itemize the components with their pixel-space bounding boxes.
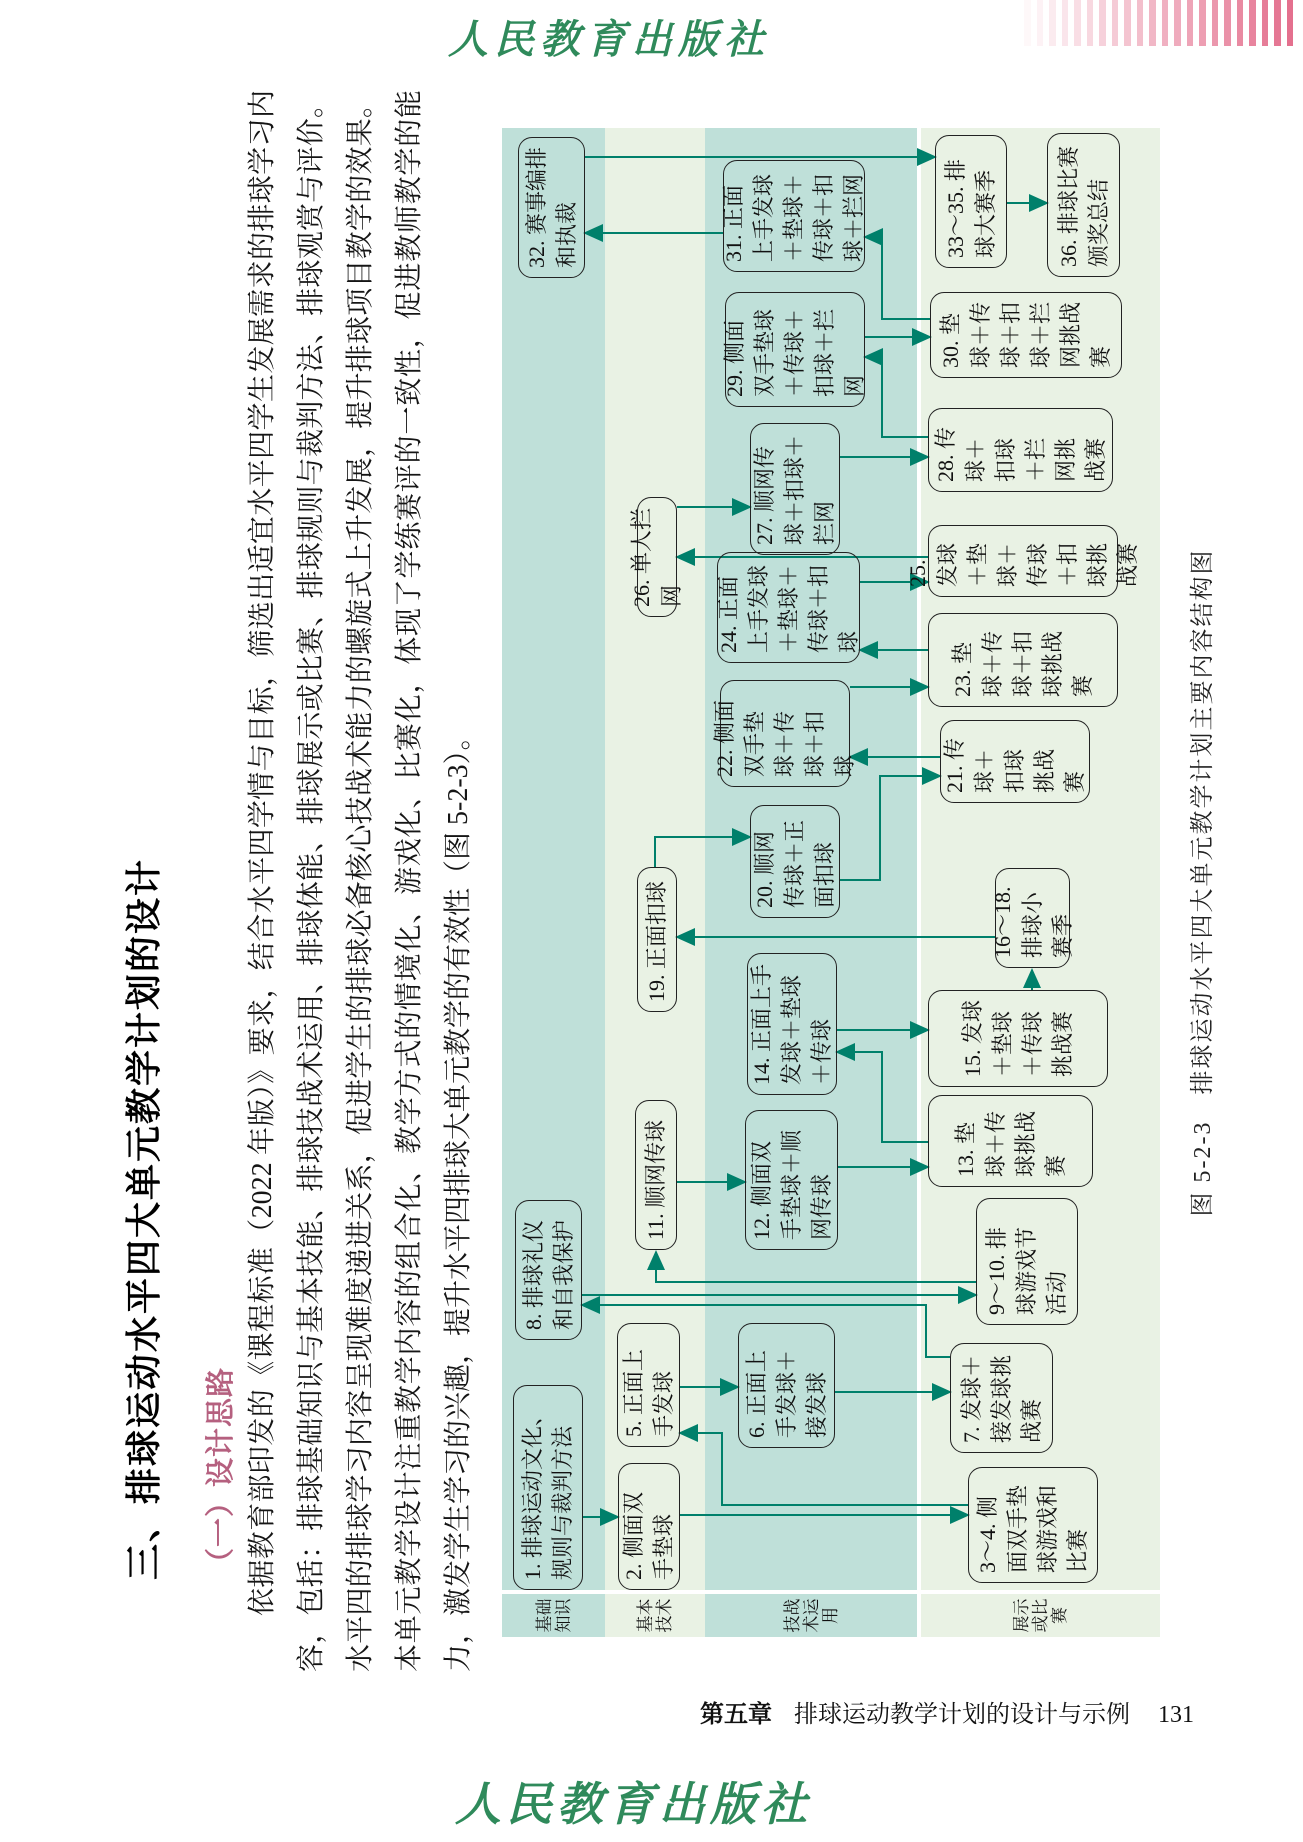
flow-box-text: 31. 正面上手发球＋垫球＋传球＋扣球＋拦网 (721, 173, 866, 262)
footer-chapter: 第五章 (700, 1701, 772, 1728)
flow-box-9~10 (976, 1198, 1078, 1325)
section-title: 三、排球运动水平四大单元教学计划的设计 (123, 857, 164, 1580)
flow-box-26 (629, 497, 684, 617)
flow-box-text: 8. 排球礼仪和自我保护 (520, 1219, 576, 1330)
row-label-C: 技战术运用 (705, 1594, 917, 1637)
flow-box-text: 30. 垫球＋传球＋扣球＋拦网挑战赛 (938, 301, 1113, 368)
flow-box-text: 13. 垫球＋传球挑战赛 (952, 1110, 1068, 1177)
flow-box-20 (750, 805, 840, 918)
flow-box-text: 12. 侧面双手垫球＋顺网传球 (748, 1129, 834, 1240)
row-band-A (502, 128, 605, 1590)
flow-box-text: 9～10. 排球游戏节活动 (984, 1226, 1069, 1315)
flow-box-text: 2. 侧面双手垫球 (621, 1491, 676, 1580)
flow-box-text: 28. 传球＋扣球＋拦网挑战赛 (932, 426, 1108, 482)
flow-box-text: 1. 排球运动文化、规则与裁判方法 (520, 1403, 575, 1580)
flow-box-24 (717, 552, 860, 663)
flow-box-text: 20. 顺网传球＋正面扣球 (752, 819, 837, 908)
flowchart-figure (502, 128, 1160, 1637)
flow-box-13 (928, 1095, 1093, 1187)
flow-box-text: 24. 正面上手发球＋垫球＋传球＋扣球 (715, 564, 861, 653)
flow-box-1 (513, 1385, 583, 1590)
flow-box-text: 16～18. 排球小赛季 (989, 886, 1075, 958)
flow-box-21 (940, 720, 1090, 803)
flow-box-11 (635, 1100, 677, 1250)
row-label-D: 展示或比赛 (921, 1594, 1160, 1637)
flow-box-6 (738, 1323, 835, 1448)
flow-box-28 (928, 408, 1113, 492)
figure-caption: 图 5-2-3 排球运动水平四大单元教学计划主要内容结构图 (1190, 548, 1216, 1217)
flow-box-29 (722, 292, 867, 407)
flow-box-text: 32. 赛事编排和执裁 (523, 146, 579, 268)
flow-box-text: 19. 正面扣球 (644, 880, 669, 1002)
subsection-heading: （一）设计思路 (205, 1366, 237, 1577)
flow-box-14 (747, 953, 837, 1095)
flow-box-text: 11. 顺网传球 (643, 1119, 668, 1240)
flow-box-text: 5. 正面上手发球 (620, 1348, 676, 1437)
page-footer (700, 1694, 1194, 1729)
flow-box-32 (518, 137, 585, 278)
flow-box-text: 25. 发球＋垫球＋传球＋扣球挑战赛 (905, 542, 1140, 587)
flow-box-30 (930, 292, 1122, 378)
flow-box-12 (745, 1110, 838, 1250)
flow-box-3~4 (968, 1467, 1098, 1583)
flow-box-text: 27. 顺网传球＋扣球＋拦网 (752, 434, 837, 545)
flow-box-text: 14. 正面上手发球＋垫球＋传球 (749, 963, 834, 1085)
footer-page-number: 131 (1158, 1702, 1194, 1728)
flow-box-text: 15. 发球＋垫球＋传球挑战赛 (960, 999, 1075, 1077)
flow-box-5 (617, 1323, 680, 1447)
flow-box-text: 23. 垫球＋传球＋扣球挑战赛 (950, 630, 1095, 697)
flow-box-text: 6. 正面上手发球＋接发球 (743, 1349, 829, 1438)
flow-box-33~35 (935, 135, 1007, 268)
flow-box-text: 36. 排球比赛颁奖总结 (1055, 145, 1111, 267)
flow-box-36 (1047, 133, 1120, 277)
flow-box-7 (950, 1343, 1053, 1453)
flow-box-text: 3～4. 侧面双手垫球游戏和比赛 (975, 1484, 1090, 1573)
flow-box-text: 7. 发球＋接发球挑战赛 (958, 1354, 1044, 1443)
flow-box-25 (905, 525, 1140, 597)
row-label-A: 基础知识 (502, 1594, 605, 1637)
flow-box-16~18 (989, 868, 1075, 968)
row-label-B: 基本技术 (605, 1594, 705, 1637)
publisher-logo-top: 人民教育出版社 (448, 17, 770, 62)
flow-box-text: 22. 侧面双手垫球＋传球＋扣球 (712, 699, 857, 777)
flow-box-text: 26. 单人拦网 (629, 507, 684, 607)
flow-box-2 (618, 1463, 680, 1590)
flow-box-22 (712, 680, 857, 787)
publisher-logo-bottom: 人民教育出版社 (455, 1779, 812, 1830)
flow-box-8 (515, 1200, 582, 1340)
flow-box-text: 33～35. 排球大赛季 (943, 158, 998, 258)
flow-box-27 (750, 423, 840, 555)
body-paragraph: 依据教育部印发的《课程标准（2022 年版）》要求，结合水平四学情与目标，筛选出适宜水平四学生发展需求的排球学习内容，包括：排球基础知识与基本技能、排球技战术运用、排球体能、排球展示或比赛、排球规则与裁判方法、排球观赏与评价。水平四的排球学习内容呈现难度递进关系，促进学生的排球必备核心技战术能力的螺旋式上升发展，提升排球项目教学的效果。本单元教学设计注重教学内容的组合化、教学方式的情境化、游戏化、比赛化，体现了学练赛评的一致性，促进教师教学的能力，激发学生学习的兴趣，提升水平四排球大单元教学的有效性（图 5-2-3）。 (247, 90, 474, 1672)
flow-box-19 (637, 867, 677, 1012)
flow-box-15 (928, 990, 1108, 1087)
flow-box-text: 21. 传球＋扣球挑战赛 (942, 737, 1087, 793)
flow-box-text: 29. 侧面双手垫球＋传球＋扣球＋拦网 (722, 308, 867, 397)
flow-box-31 (723, 160, 865, 272)
footer-chapter-title: 排球运动教学计划的设计与示例 (794, 1702, 1130, 1728)
flow-box-23 (928, 613, 1118, 707)
